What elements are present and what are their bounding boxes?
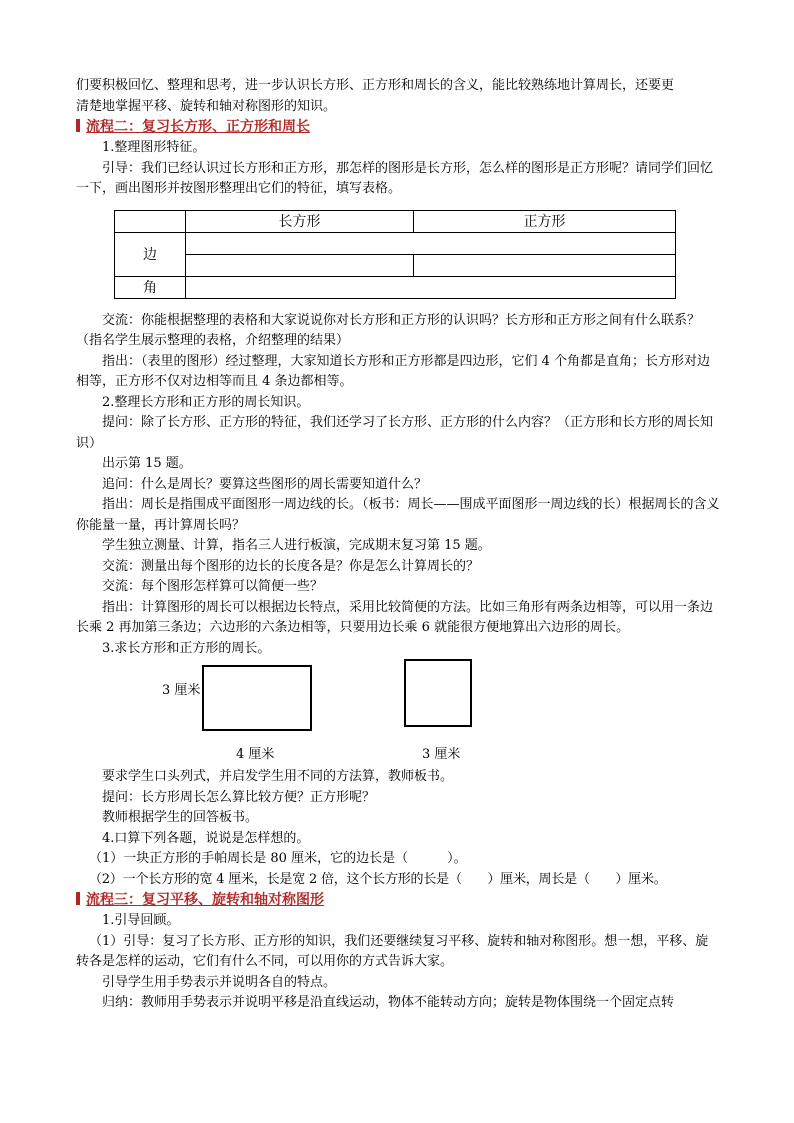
intro-line-2: 清楚地掌握平移、旋转和轴对称图形的知识。 xyxy=(76,98,337,114)
s2-point-2: 指出：周长是指围成平面图形一周边线的长。（板书：周长——围成平面图形一周边线的长）根据周长的含义你能量一量，再计算周长吗？ xyxy=(76,497,720,533)
features-table xyxy=(114,210,676,299)
s2-exchange-3: 交流：每个图形怎样算可以简便一些？ xyxy=(102,579,324,594)
perimeter-figures xyxy=(76,659,720,767)
s2-item-3: 3.求长方形和正方形的周长。 xyxy=(102,640,271,656)
s2-item-4: 4.口算下列各题，说说是怎样想的。 xyxy=(102,830,310,846)
section-marker-icon xyxy=(76,119,80,132)
table-corner xyxy=(115,210,186,232)
s2-students: 学生独立测量、计算，指名三人进行板演，完成期末复习第 15 题。 xyxy=(102,538,491,553)
s2-show-15: 出示第 15 题。 xyxy=(102,456,192,471)
s3-item-1: 1.引导回顾。 xyxy=(102,913,180,928)
s2-exchange-1: 交流：你能根据整理的表格和大家说说你对长方形和正方形的认识吗？长方形和正方形之间有什么联系？（指名学生展示整理的表格，介绍整理的结果） xyxy=(76,312,701,348)
intro-line-1: 们要积极回忆、整理和思考，进一步认识长方形、正方形和周长的含义，能比较熟练地计算周长，还要更 xyxy=(76,78,675,93)
s2-item-2: 2.整理长方形和正方形的周长知识。 xyxy=(102,394,310,410)
section-3-title: 流程三：复习平移、旋转和轴对称图形 xyxy=(76,890,720,911)
rect-height-label: 3 厘米 xyxy=(162,683,201,698)
rectangle-figure xyxy=(202,665,312,731)
table-row-angle: 角 xyxy=(115,276,186,298)
s2-ask-1: 提问：除了长方形、正方形的特征，我们还学习了长方形、正方形的什么内容？（正方形和长方形的周长知识） xyxy=(76,415,714,451)
s2-oral: 要求学生口头列式，并启发学生用不同的方法算，教师板书。 xyxy=(102,769,454,784)
table-cell xyxy=(414,254,676,276)
table-cell xyxy=(186,276,676,298)
s2-ask-2: 提问：长方形周长怎么算比较方便？正方形呢？ xyxy=(102,789,376,805)
s2-exchange-2: 交流：测量出每个图形的边长的长度各是？你是怎么计算周长的？ xyxy=(102,558,480,574)
square-side-label: 3 厘米 xyxy=(422,747,461,762)
square-figure xyxy=(404,659,472,727)
section-marker-icon xyxy=(76,892,80,905)
table-cell xyxy=(186,254,414,276)
rect-width-label: 4 厘米 xyxy=(236,747,275,762)
s2-question-1: （1）一块正方形的手帕周长是 80 厘米，它的边长是（ ）。 xyxy=(89,851,467,866)
s2-point-3: 指出：计算图形的周长可以根据边长特点，采用比较简便的方法。比如三角形有两条边相等，可以用一条边长乘 2 再加第三条边；六边形的六条边相等，只要用边长乘 6 就能很方便地算出六边形的周长。 xyxy=(76,599,714,635)
s2-question-2: （2）一个长方形的宽 4 厘米，长是宽 2 倍，这个长方形的长是（ ）厘米，周长是（ ）厘米。 xyxy=(89,871,667,887)
table-header-rect: 长方形 xyxy=(186,210,414,232)
s3-guide: （1）引导：复习了长方形、正方形的知识，我们还要继续复习平移、旋转和轴对称图形。想一想，平移、旋转各是怎样的运动，它们有什么不同，可以用你的方式告诉大家。 xyxy=(76,933,709,969)
s2-point-1: 指出：（表里的图形）经过整理，大家知道长方形和正方形都是四边形，它们 4 个角都是直角；长方形对边相等，正方形不仅对边相等而且 4 条边都相等。 xyxy=(76,353,711,389)
document-page xyxy=(76,76,720,1014)
table-header-square: 正方形 xyxy=(414,210,676,232)
section-2-title: 流程二：复习长方形、正方形和周长 xyxy=(76,117,720,138)
s2-item-1: 1.整理图形特征。 xyxy=(102,140,206,155)
s2-followup: 追问：什么是周长？要算这些图形的周长需要知道什么？ xyxy=(102,476,428,492)
s3-summary: 归纳：教师用手势表示并说明平移是沿直线运动，物体不能转动方向；旋转是物体围绕一个固定点转 xyxy=(102,995,675,1010)
s2-guide: 引导：我们已经认识过长方形和正方形，那怎样的图形是长方形，怎么样的图形是正方形呢？请同学们回忆一下，画出图形并按图形整理出它们的特征，填写表格。 xyxy=(76,160,714,196)
table-row-side: 边 xyxy=(115,232,186,276)
s2-board: 教师根据学生的回答板书。 xyxy=(102,810,259,825)
table-cell xyxy=(186,232,676,254)
s3-gesture: 引导学生用手势表示并说明各自的特点。 xyxy=(102,974,337,990)
